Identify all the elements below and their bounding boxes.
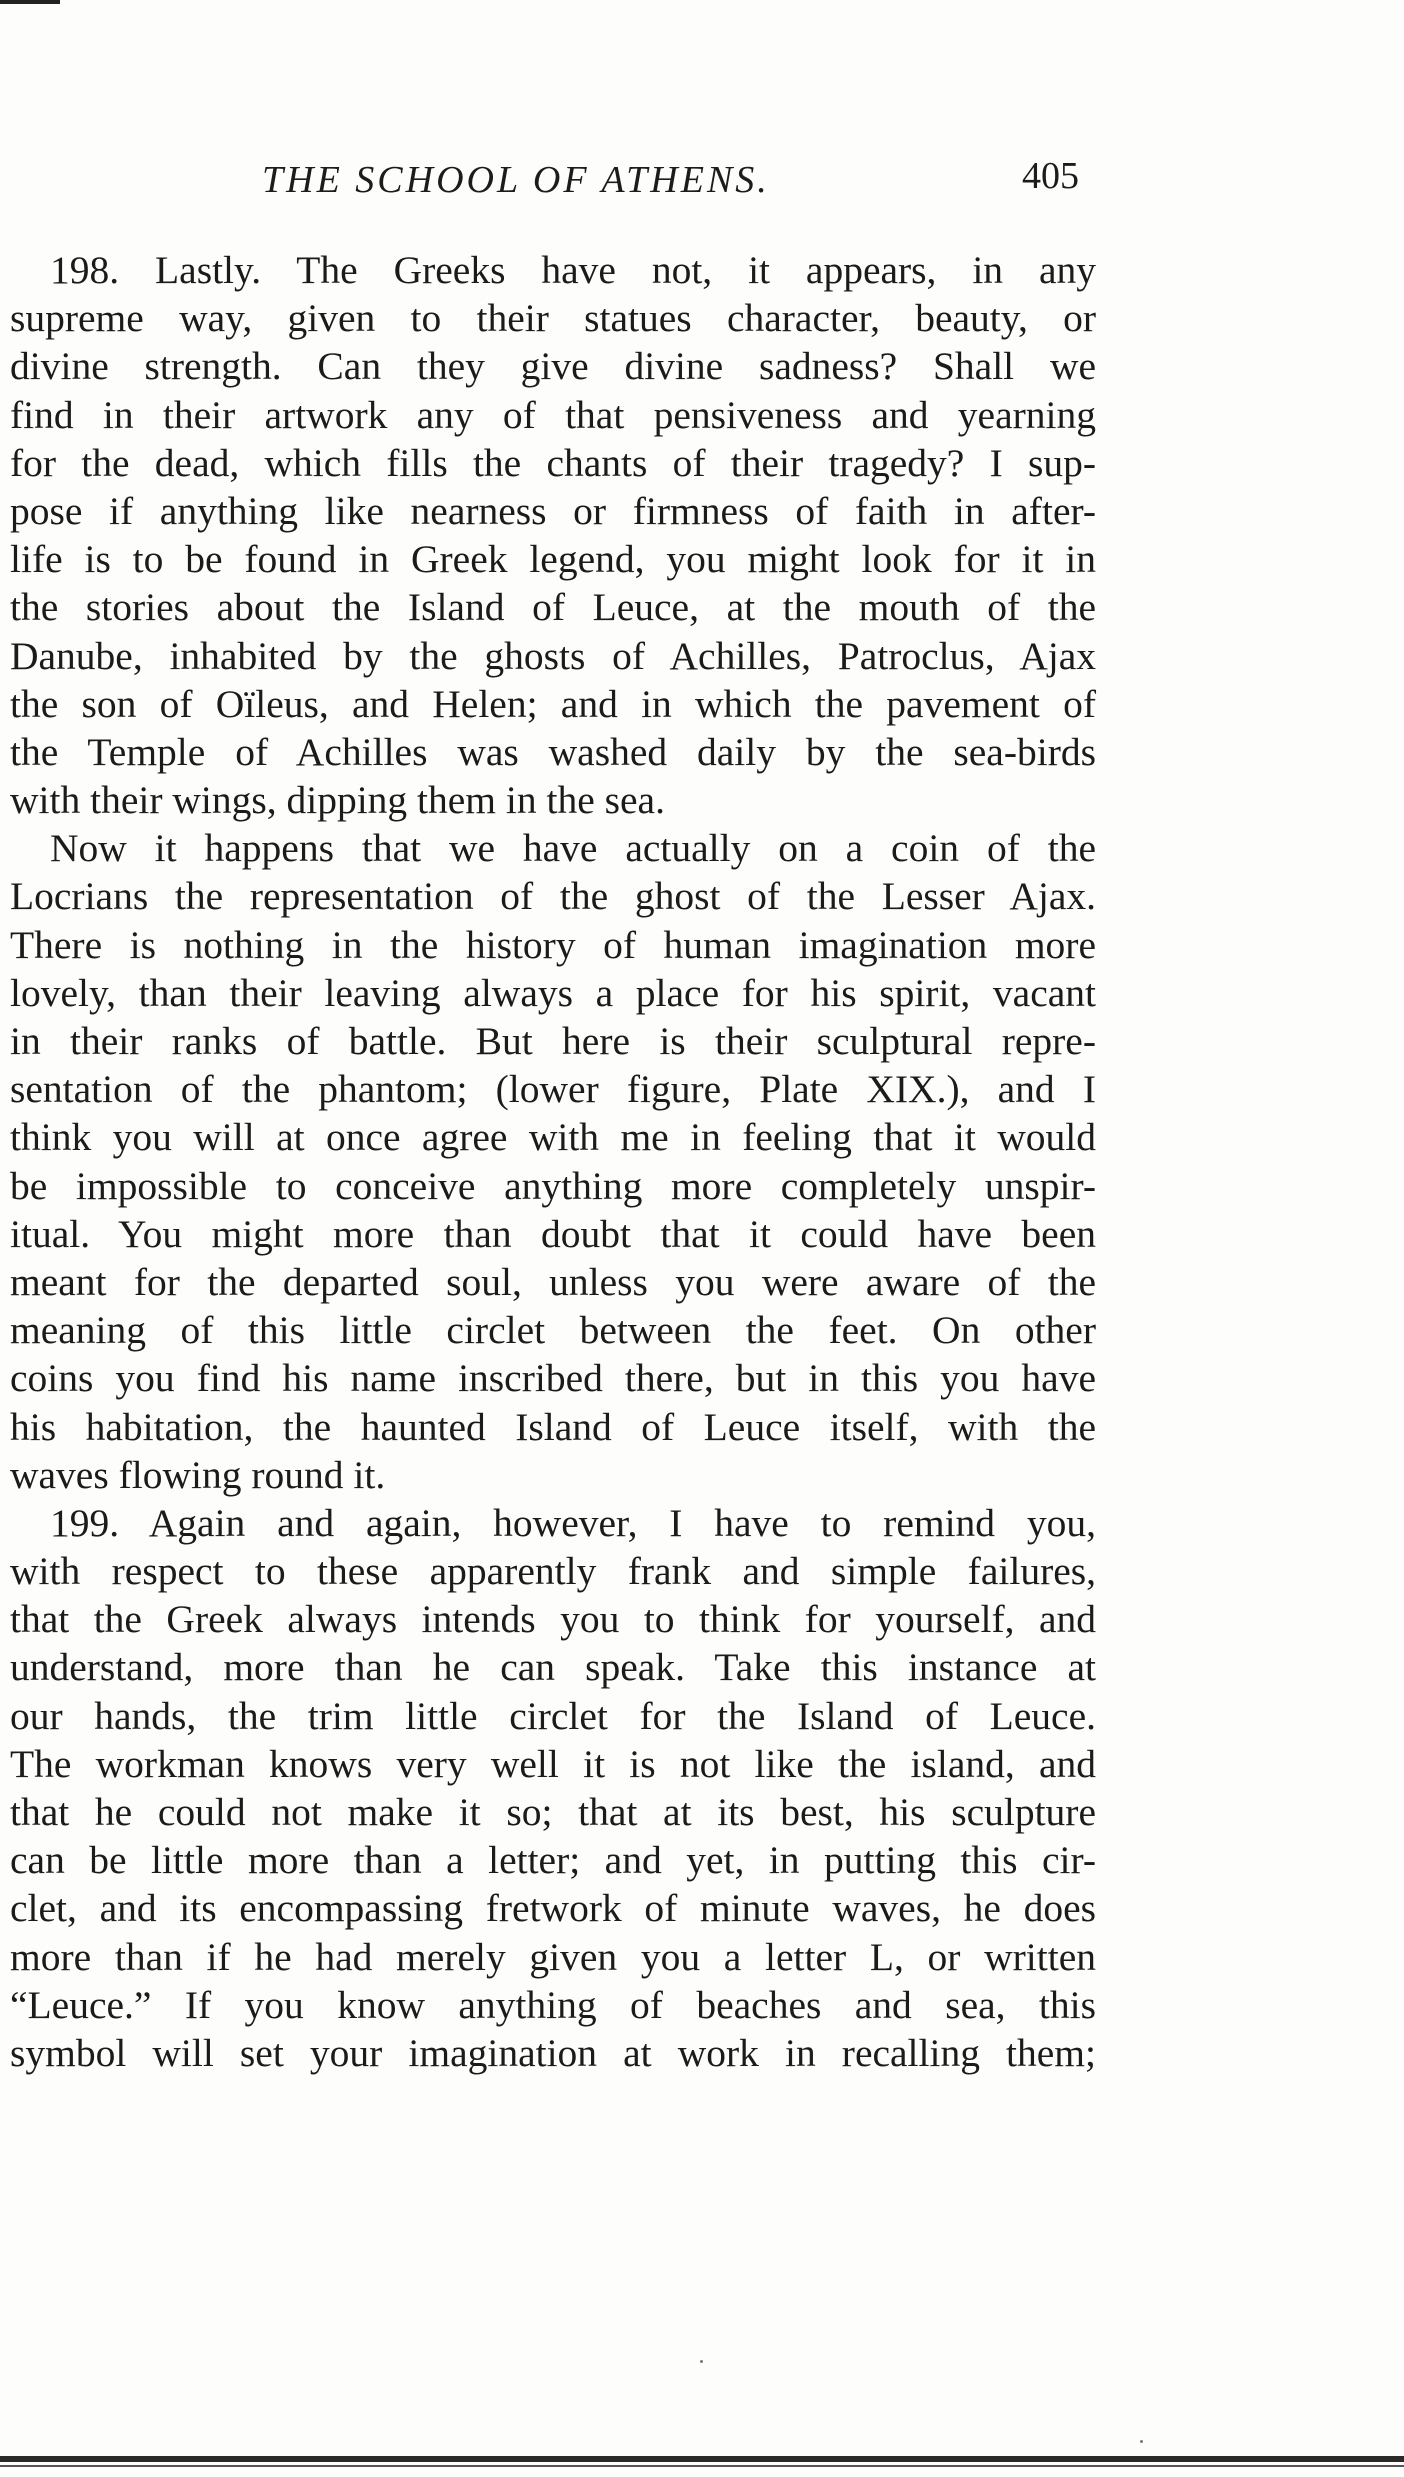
text-line: can be little more than a letter; and yet, in putting this cir- — [10, 1838, 1096, 1883]
text-line: life is to be found in Greek legend, you might look for it in — [10, 537, 1096, 582]
text-line: be impossible to conceive anything more completely unspir- — [10, 1163, 1096, 1208]
text-line: the Temple of Achilles was washed daily by the sea-birds — [10, 729, 1096, 774]
text-line: 198. Lastly. The Greeks have not, it appears, in any — [50, 248, 1096, 292]
text-line: “Leuce.” If you know anything of beaches and sea, this — [10, 1982, 1096, 2027]
text-line: pose if anything like nearness or firmness of faith in after- — [10, 488, 1096, 533]
text-line: our hands, the trim little circlet for the Island of Leuce. — [10, 1693, 1096, 1738]
paragraph-locrian-coin — [10, 824, 1096, 1499]
text-line: the stories about the Island of Leuce, at the mouth of the — [10, 585, 1096, 630]
text-line: in their ranks of battle. But here is their sculptural repre- — [10, 1019, 1096, 1063]
text-line: itual. You might more than doubt that it could have been — [10, 1211, 1096, 1256]
text-line: meant for the departed soul, unless you were aware of the — [10, 1259, 1096, 1304]
text-line: think you will at once agree with me in feeling that it would — [10, 1115, 1096, 1160]
text-line: his habitation, the haunted Island of Leuce itself, with the — [10, 1404, 1096, 1449]
text-line: for the dead, which fills the chants of their tragedy? I sup- — [10, 440, 1096, 485]
text-line: meaning of this little circlet between the feet. On other — [10, 1308, 1096, 1353]
page-number: 405 — [1022, 155, 1079, 197]
text-line: understand, more than he can speak. Take this instance at — [10, 1645, 1096, 1690]
text-line: sentation of the phantom; (lower figure, Plate XIX.), and I — [10, 1067, 1096, 1112]
text-line: The workman knows very well it is not like the island, and — [10, 1741, 1096, 1786]
text-line: Now it happens that we have actually on a coin of the — [50, 826, 1096, 871]
bottom-edge-rule-thin — [0, 2465, 1404, 2467]
top-edge-rule — [0, 0, 60, 4]
page-header — [0, 155, 1404, 208]
scan-speck — [1140, 2440, 1143, 2443]
text-line: symbol will set your imagination at work in recalling them; — [10, 2030, 1096, 2075]
text-line: that the Greek always intends you to think for yourself, and — [10, 1597, 1096, 1642]
paragraph-199 — [10, 1499, 1096, 2077]
scan-speck — [700, 2360, 703, 2363]
text-line: with their wings, dipping them in the sea. — [10, 778, 665, 823]
text-line: find in their artwork any of that pensiveness and yearning — [10, 392, 1096, 437]
text-line: supreme way, given to their statues character, beauty, or — [10, 296, 1096, 341]
paragraph-198 — [10, 246, 1096, 824]
text-line: that he could not make it so; that at its best, his sculpture — [10, 1790, 1096, 1834]
body-text — [10, 246, 1096, 2077]
text-line: more than if he had merely given you a letter L, or written — [10, 1934, 1096, 1979]
text-line: Danube, inhabited by the ghosts of Achilles, Patroclus, Ajax — [10, 633, 1096, 678]
text-line: 199. Again and again, however, I have to remind you, — [50, 1500, 1096, 1545]
text-line: Locrians the representation of the ghost of the Lesser Ajax. — [10, 874, 1096, 919]
text-line: divine strength. Can they give divine sadness? Shall we — [10, 344, 1096, 389]
text-line: waves flowing round it. — [10, 1452, 386, 1497]
bottom-edge-rule — [0, 2456, 1404, 2462]
text-line: coins you find his name inscribed there, but in this you have — [10, 1356, 1096, 1401]
text-line: the son of Oïleus, and Helen; and in which the pavement of — [10, 681, 1096, 726]
running-title: THE SCHOOL OF ATHENS. — [262, 159, 770, 201]
text-line: clet, and its encompassing fretwork of minute waves, he does — [10, 1886, 1096, 1931]
text-line: lovely, than their leaving always a place for his spirit, vacant — [10, 970, 1096, 1015]
text-line: There is nothing in the history of human imagination more — [10, 922, 1096, 967]
text-line: with respect to these apparently frank and simple failures, — [10, 1549, 1096, 1594]
